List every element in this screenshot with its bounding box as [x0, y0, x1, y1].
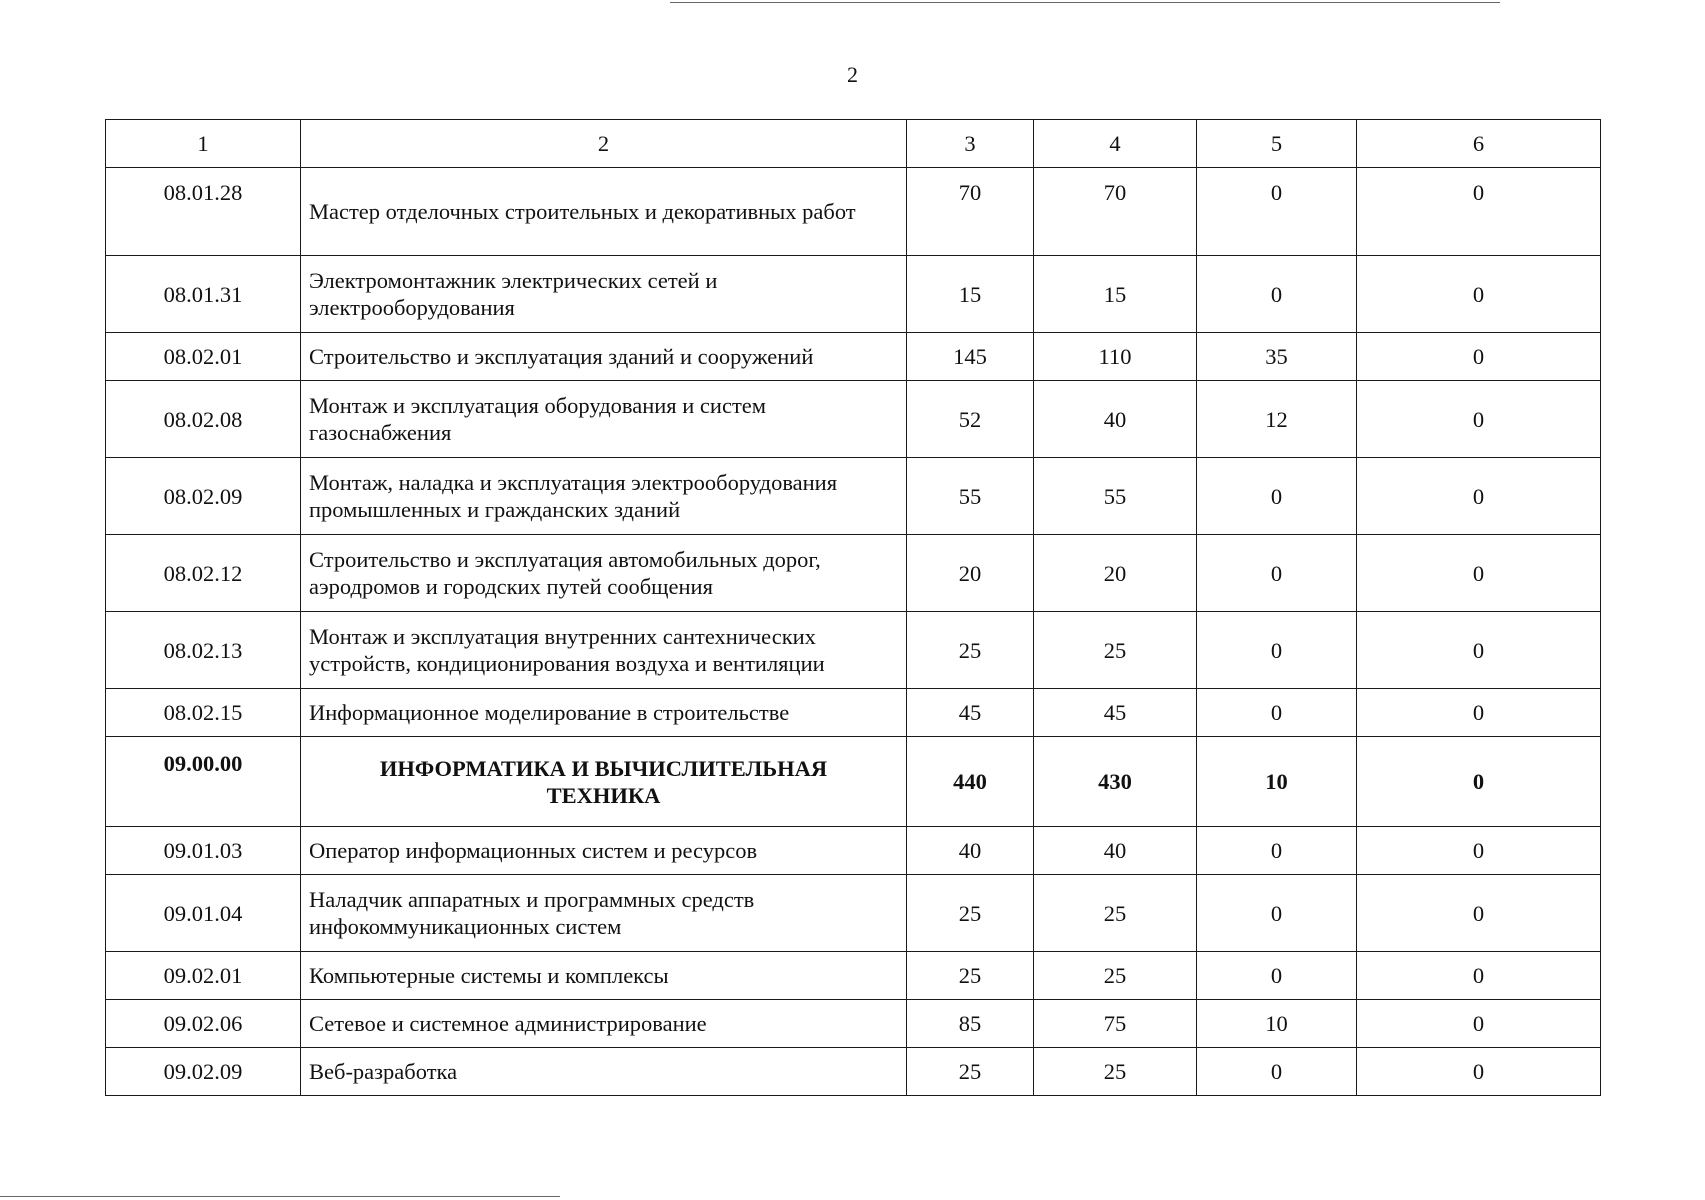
cell-col3: 25 [907, 875, 1034, 952]
cell-col4: 25 [1034, 875, 1197, 952]
cell-col6: 0 [1357, 535, 1601, 612]
cell-col6: 0 [1357, 689, 1601, 737]
table-row [106, 827, 1601, 875]
table-row [106, 952, 1601, 1000]
specialty-name: Информационное моделирование в строительстве [301, 689, 907, 737]
data-table [105, 119, 1601, 1096]
scan-artifact-bottom [0, 1196, 560, 1197]
cell-col5: 12 [1197, 381, 1357, 458]
cell-col3: 52 [907, 381, 1034, 458]
table-header-row [106, 120, 1601, 168]
specialty-code: 08.02.08 [106, 381, 301, 458]
table-row [106, 1000, 1601, 1048]
table-row [106, 689, 1601, 737]
cell-col6: 0 [1357, 612, 1601, 689]
cell-col6: 0 [1357, 381, 1601, 458]
cell-col3: 40 [907, 827, 1034, 875]
specialty-code: 08.02.09 [106, 458, 301, 535]
column-header: 6 [1357, 120, 1601, 168]
cell-col3: 55 [907, 458, 1034, 535]
cell-col3: 145 [907, 333, 1034, 381]
cell-col4: 15 [1034, 256, 1197, 333]
specialty-name: Сетевое и системное администрирование [301, 1000, 907, 1048]
cell-col4: 40 [1034, 381, 1197, 458]
table-row-group-heading [106, 737, 1601, 827]
specialty-name: Мастер отделочных строительных и декоративных работ [301, 168, 907, 256]
specialty-name: Веб-разработка [301, 1048, 907, 1096]
cell-col6: 0 [1357, 737, 1601, 827]
cell-col4: 25 [1034, 612, 1197, 689]
cell-col6: 0 [1357, 952, 1601, 1000]
scan-artifact-top [670, 2, 1500, 3]
cell-col3: 45 [907, 689, 1034, 737]
specialty-code: 09.01.03 [106, 827, 301, 875]
specialty-code: 09.02.09 [106, 1048, 301, 1096]
cell-col4: 75 [1034, 1000, 1197, 1048]
table-row [106, 535, 1601, 612]
cell-col4: 430 [1034, 737, 1197, 827]
cell-col6: 0 [1357, 256, 1601, 333]
cell-col6: 0 [1357, 827, 1601, 875]
column-header: 3 [907, 120, 1034, 168]
specialty-code: 08.02.12 [106, 535, 301, 612]
cell-col4: 25 [1034, 1048, 1197, 1096]
specialty-name: Оператор информационных систем и ресурсов [301, 827, 907, 875]
cell-col5: 0 [1197, 689, 1357, 737]
cell-col3: 70 [907, 168, 1034, 256]
specialty-name: Монтаж и эксплуатация оборудования и систем газоснабжения [301, 381, 907, 458]
cell-col3: 15 [907, 256, 1034, 333]
specialty-name: Наладчик аппаратных и программных средств инфокоммуникационных систем [301, 875, 907, 952]
cell-col6: 0 [1357, 1048, 1601, 1096]
specialty-name: Строительство и эксплуатация зданий и сооружений [301, 333, 907, 381]
cell-col3: 440 [907, 737, 1034, 827]
specialty-name: Монтаж, наладка и эксплуатация электрооборудования промышленных и гражданских зданий [301, 458, 907, 535]
table-row [106, 256, 1601, 333]
page-number: 2 [847, 62, 858, 87]
cell-col5: 0 [1197, 1048, 1357, 1096]
table-row [106, 458, 1601, 535]
data-table-wrapper [105, 119, 1601, 1096]
cell-col5: 0 [1197, 827, 1357, 875]
cell-col5: 0 [1197, 875, 1357, 952]
table-row [106, 381, 1601, 458]
specialty-group-name: ИНФОРМАТИКА И ВЫЧИСЛИТЕЛЬНАЯ ТЕХНИКА [301, 737, 907, 827]
specialty-code: 09.02.06 [106, 1000, 301, 1048]
cell-col4: 25 [1034, 952, 1197, 1000]
cell-col5: 35 [1197, 333, 1357, 381]
specialty-code: 09.01.04 [106, 875, 301, 952]
table-row [106, 612, 1601, 689]
table-row [106, 875, 1601, 952]
cell-col4: 20 [1034, 535, 1197, 612]
cell-col6: 0 [1357, 875, 1601, 952]
specialty-code: 08.01.31 [106, 256, 301, 333]
cell-col5: 0 [1197, 168, 1357, 256]
table-row [106, 1048, 1601, 1096]
cell-col4: 70 [1034, 168, 1197, 256]
column-header: 2 [301, 120, 907, 168]
cell-col4: 110 [1034, 333, 1197, 381]
cell-col6: 0 [1357, 458, 1601, 535]
cell-col5: 0 [1197, 256, 1357, 333]
cell-col4: 40 [1034, 827, 1197, 875]
cell-col4: 55 [1034, 458, 1197, 535]
cell-col3: 25 [907, 952, 1034, 1000]
specialty-code: 08.02.01 [106, 333, 301, 381]
specialty-name: Монтаж и эксплуатация внутренних сантехнических устройств, кондиционирования воздуха и вентиляции [301, 612, 907, 689]
cell-col6: 0 [1357, 1000, 1601, 1048]
column-header: 1 [106, 120, 301, 168]
cell-col5: 10 [1197, 1000, 1357, 1048]
specialty-code: 08.02.15 [106, 689, 301, 737]
specialty-code: 08.01.28 [106, 168, 301, 256]
cell-col6: 0 [1357, 168, 1601, 256]
column-header: 5 [1197, 120, 1357, 168]
cell-col3: 85 [907, 1000, 1034, 1048]
cell-col3: 25 [907, 1048, 1034, 1096]
cell-col6: 0 [1357, 333, 1601, 381]
cell-col5: 10 [1197, 737, 1357, 827]
column-header: 4 [1034, 120, 1197, 168]
table-row [106, 333, 1601, 381]
specialty-name: Электромонтажник электрических сетей и электрооборудования [301, 256, 907, 333]
table-row [106, 168, 1601, 256]
specialty-code: 09.02.01 [106, 952, 301, 1000]
specialty-name: Строительство и эксплуатация автомобильных дорог, аэродромов и городских путей сообщения [301, 535, 907, 612]
cell-col5: 0 [1197, 535, 1357, 612]
specialty-group-code: 09.00.00 [106, 737, 301, 827]
cell-col3: 20 [907, 535, 1034, 612]
cell-col4: 45 [1034, 689, 1197, 737]
specialty-name: Компьютерные системы и комплексы [301, 952, 907, 1000]
cell-col5: 0 [1197, 952, 1357, 1000]
cell-col5: 0 [1197, 612, 1357, 689]
cell-col3: 25 [907, 612, 1034, 689]
specialty-code: 08.02.13 [106, 612, 301, 689]
cell-col5: 0 [1197, 458, 1357, 535]
